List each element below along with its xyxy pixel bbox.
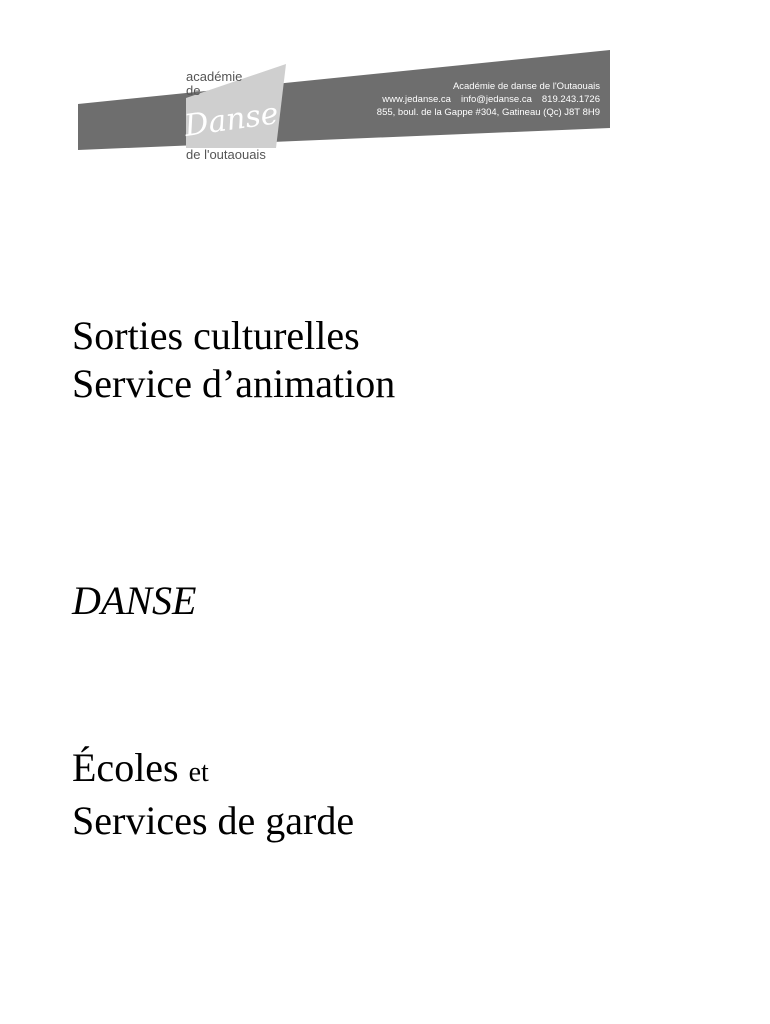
logo-top-line-1: académie [186, 69, 243, 84]
logo-top-text [186, 70, 266, 98]
org-name: Académie de danse de l'Outaouais [452, 81, 600, 92]
et-text: et [188, 757, 209, 788]
phone-number: 819.243.1726 [541, 94, 600, 105]
logo-script-wordmark: Danse [182, 96, 281, 144]
services-de-garde-text: Services de garde [72, 798, 355, 843]
email-link[interactable]: info@jedanse.ca [460, 94, 532, 105]
contact-info [350, 80, 600, 119]
letterhead [0, 0, 770, 180]
title-line-2: Service d’animation [72, 361, 396, 406]
logo-bottom-text: de l'outaouais [186, 147, 266, 162]
danse-heading: DANSE [72, 578, 197, 623]
website-link[interactable]: www.jedanse.ca [382, 94, 451, 105]
address: 855, boul. de la Gappe #304, Gatineau (Qc) J8T 8H9 [376, 107, 600, 118]
title-block [72, 312, 395, 408]
ecoles-block [72, 744, 354, 845]
title-line-1: Sorties culturelles [72, 313, 360, 358]
logo-top-line-2: de [186, 83, 201, 98]
ecoles-text: Écoles [72, 745, 179, 790]
